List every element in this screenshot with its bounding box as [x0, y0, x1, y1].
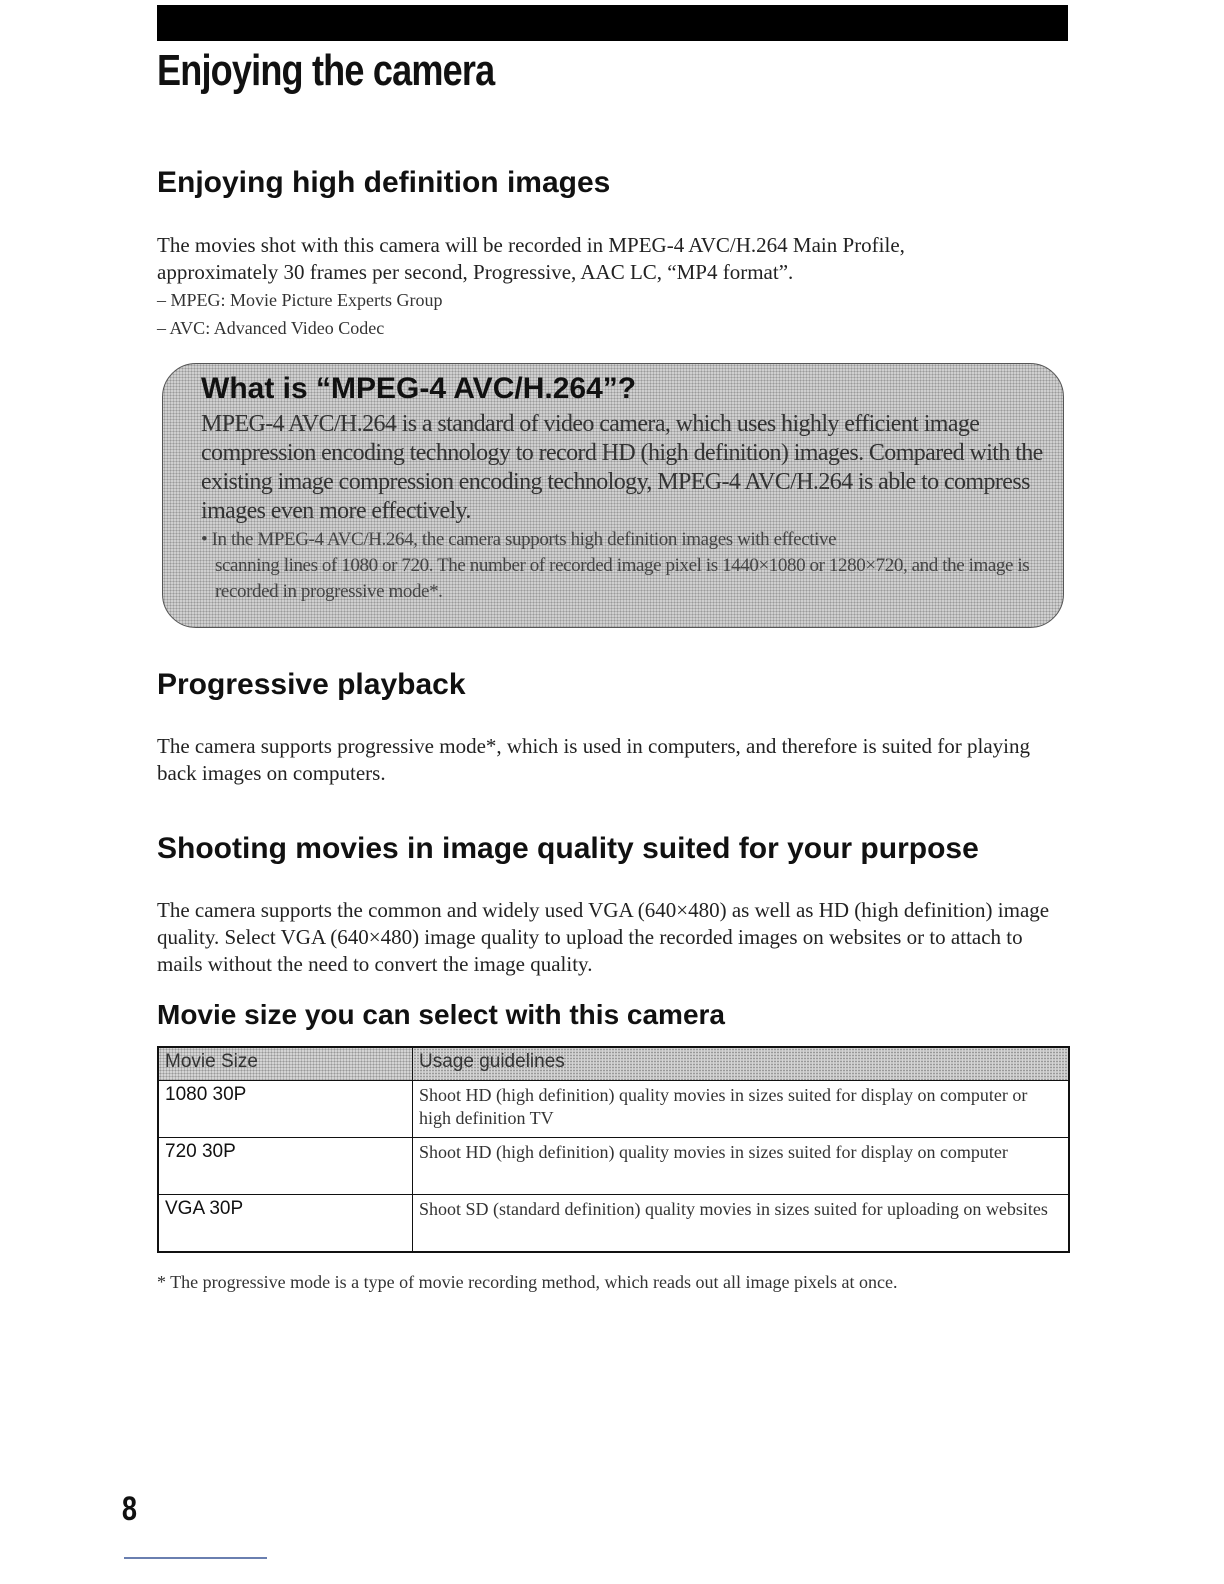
page-title: Enjoying the camera [157, 46, 495, 95]
cell-movie-size: 1080 30P [158, 1081, 413, 1138]
bullet-rest: scanning lines of 1080 or 720. The number of recorded image pixel is 1440×1080 or 1280×720, and the image is recorded in progressive mode*. [215, 555, 1030, 602]
cell-usage: Shoot HD (high definition) quality movies in sizes suited for display on computer [413, 1138, 1070, 1195]
table-row [158, 1195, 1069, 1253]
info-box-bullet [201, 527, 1061, 605]
cell-movie-size: VGA 30P [158, 1195, 413, 1253]
page-number: 8 [121, 1490, 138, 1528]
column-header-usage: Usage guidelines [413, 1047, 1070, 1081]
note-avc: – AVC: Advanced Video Codec [157, 318, 385, 338]
section-body-shooting-movies: The camera supports the common and widely used VGA (640×480) as well as HD (high definition) image quality. Select VGA (640×480) image quality to upload the recorded images on websites or to attach to mails without the need to convert the image quality. [157, 898, 1050, 976]
cell-usage: Shoot HD (high definition) quality movies in sizes suited for display on computer or high definition TV [413, 1081, 1070, 1138]
table-row [158, 1081, 1069, 1138]
bottom-rule [124, 1557, 267, 1559]
cell-usage: Shoot SD (standard definition) quality movies in sizes suited for uploading on websites [413, 1195, 1070, 1253]
footnote: * The progressive mode is a type of movie recording method, which reads out all image pixels at once. [157, 1272, 898, 1292]
table-heading: Movie size you can select with this camera [157, 999, 725, 1030]
body-line: The movies shot with this camera will be recorded in MPEG-4 AVC/H.264 Main Profile, [157, 233, 905, 257]
section-body-progressive: The camera supports progressive mode*, which is used in computers, and therefore is suited for playing back images on computers. [157, 734, 1031, 785]
table-row [158, 1138, 1069, 1195]
section-heading-progressive: Progressive playback [157, 668, 466, 701]
cell-movie-size: 720 30P [158, 1138, 413, 1195]
movie-size-table [157, 1046, 1070, 1253]
header-bar [157, 5, 1068, 41]
column-header-movie-size: Movie Size [158, 1047, 413, 1081]
section-body-hd-images [157, 232, 1072, 342]
body-line: approximately 30 frames per second, Progressive, AAC LC, “MP4 format”. [157, 260, 794, 284]
table-header-row [158, 1047, 1069, 1081]
note-mpeg: – MPEG: Movie Picture Experts Group [157, 290, 443, 310]
info-box-mpeg4 [162, 363, 1064, 628]
section-heading-shooting-movies: Shooting movies in image quality suited for your purpose [157, 832, 979, 865]
info-box-text: MPEG-4 AVC/H.264 is a standard of video camera, which uses highly efficient image compression encoding technology to record HD (high definition) images. Compared with the existing image compression encoding technology, MPEG-4 AVC/H.264 is able to compress images even more effectively. [201, 411, 1043, 524]
section-heading-hd-images: Enjoying high definition images [157, 166, 611, 199]
bullet-first-line: • In the MPEG-4 AVC/H.264, the camera supports high definition images with effective [201, 529, 837, 550]
info-box-title: What is “MPEG-4 AVC/H.264”? [201, 372, 637, 405]
